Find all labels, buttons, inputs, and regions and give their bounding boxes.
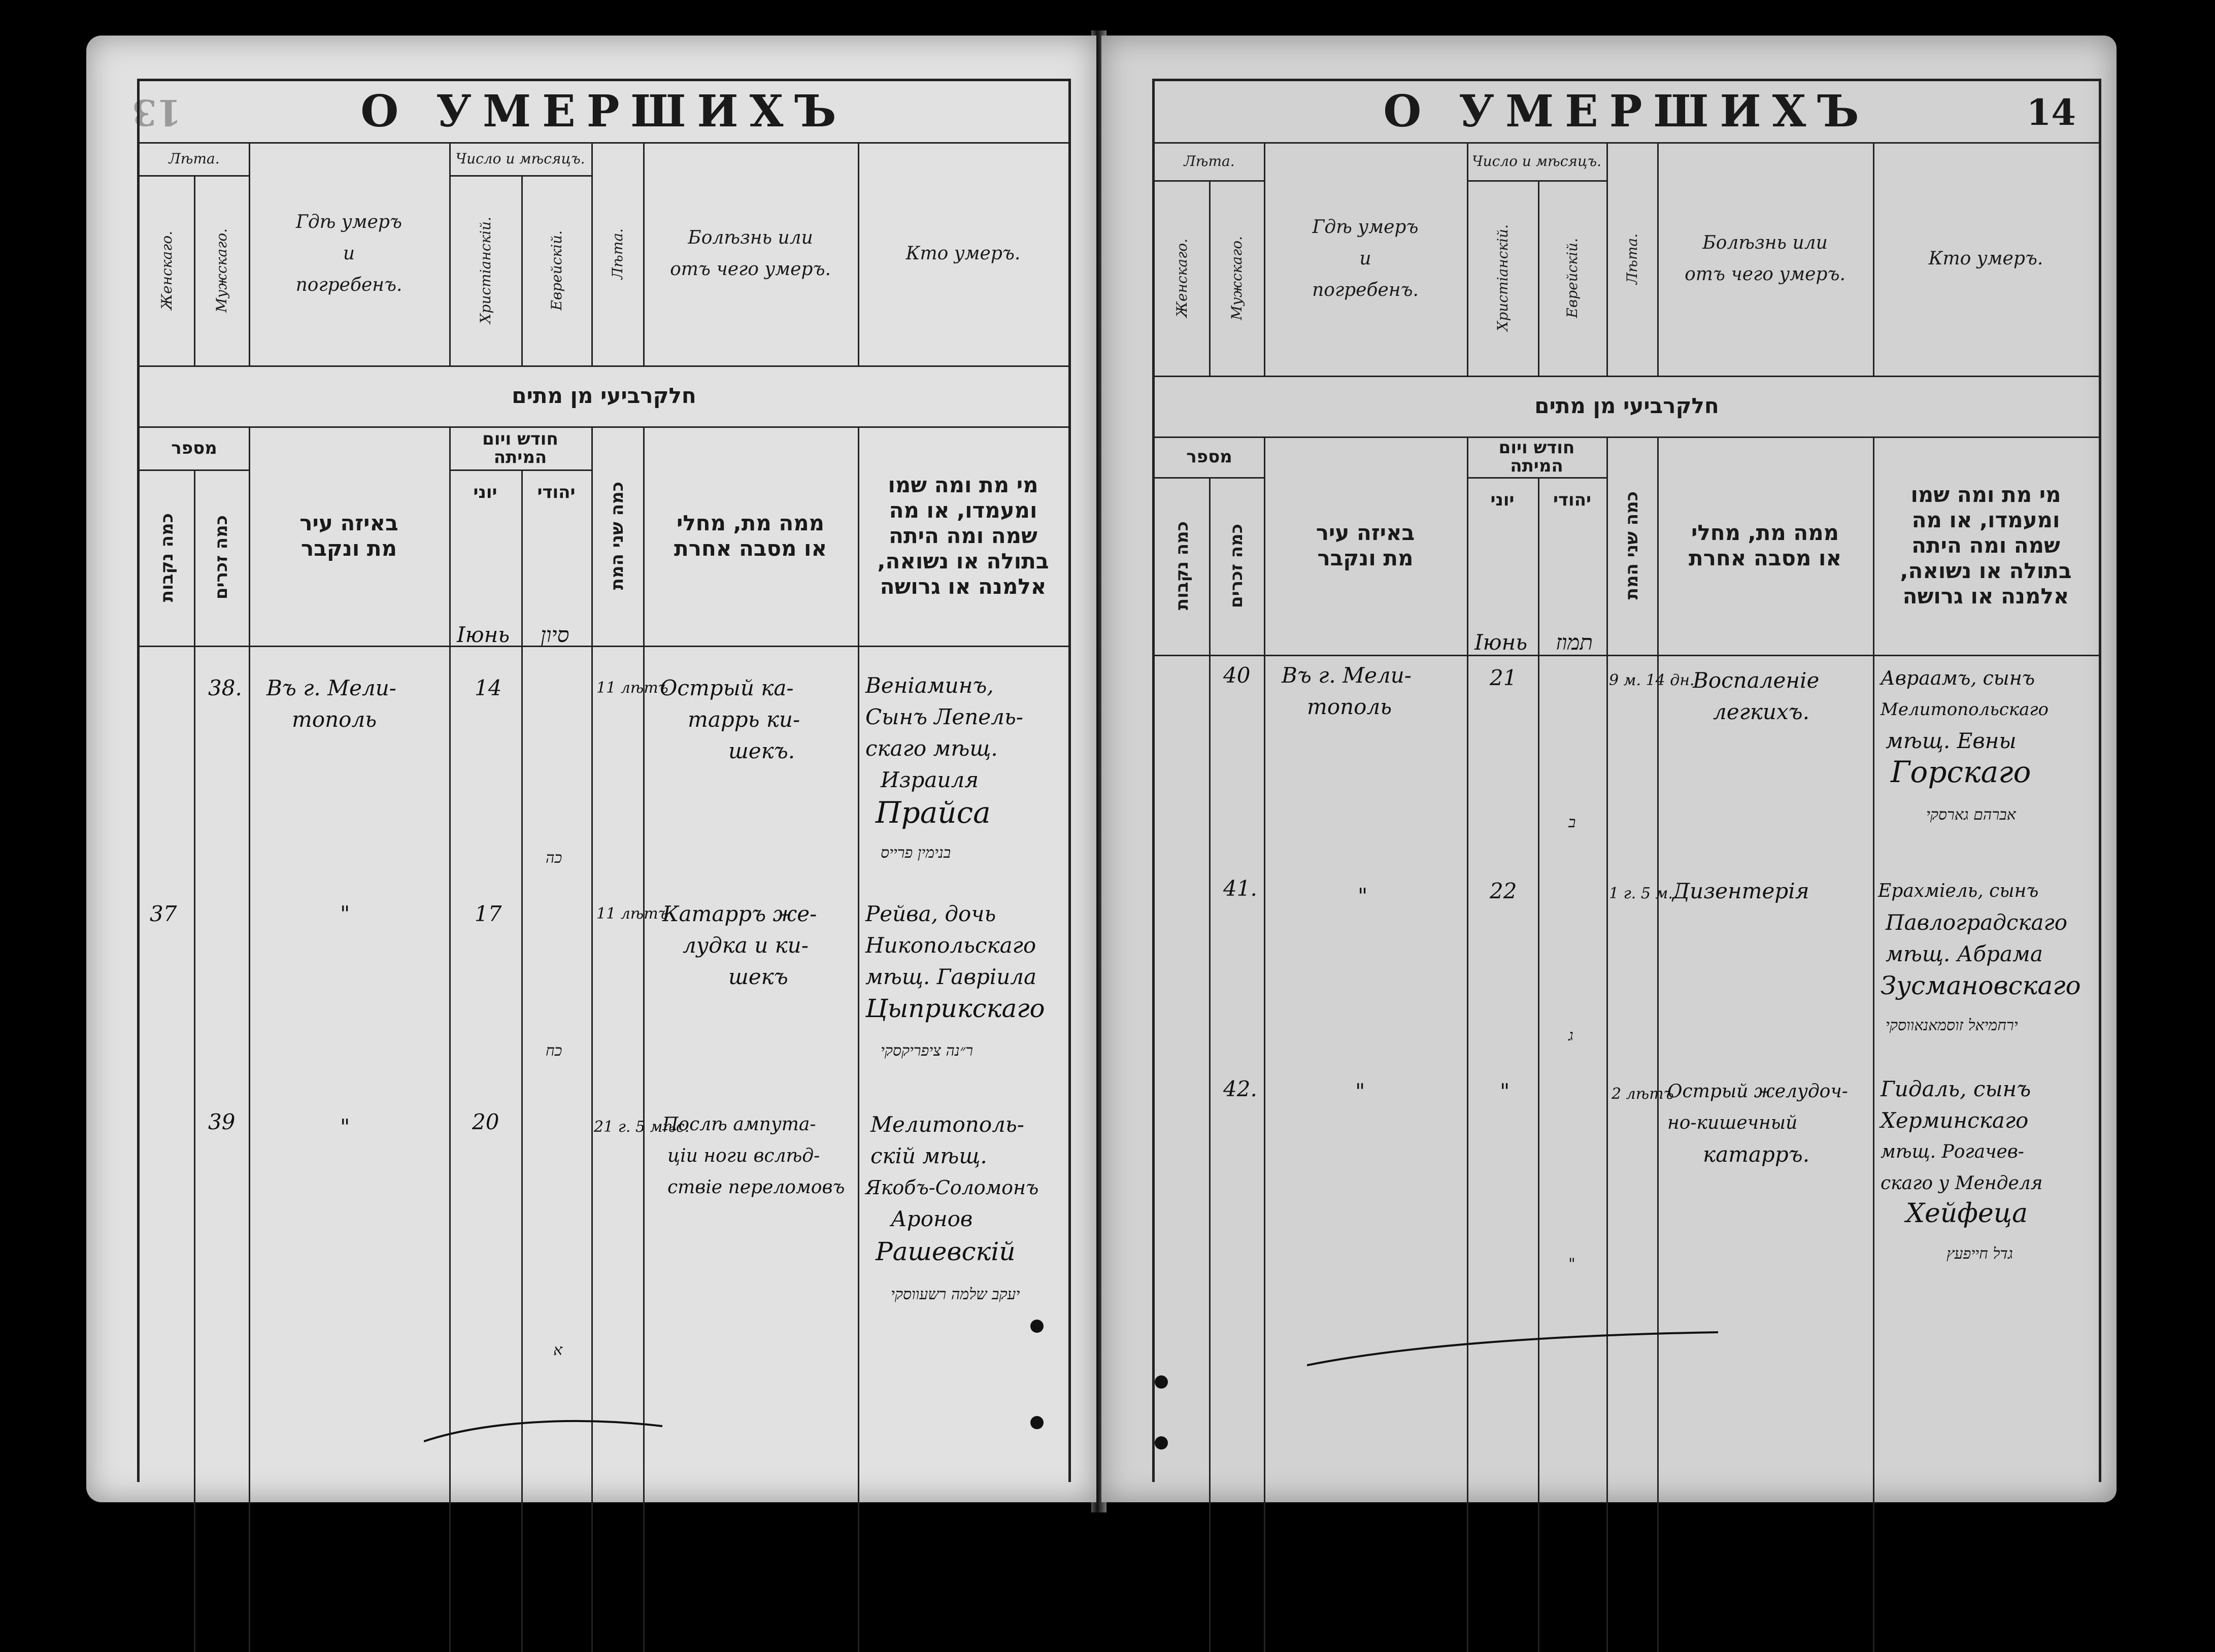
he-age-header: כמה שני המת (1622, 491, 1642, 600)
right-page (1101, 36, 2117, 1502)
day-christian: " (1500, 1079, 1510, 1104)
illness-line: катарръ. (1703, 1142, 1810, 1167)
illness-line: Острый желудоч- (1667, 1081, 1848, 1102)
date-header: Число и мѣсяцъ. (455, 150, 585, 167)
surname: Прайса (876, 795, 991, 830)
place-line: тополь (292, 707, 377, 732)
who-line: Аронов (891, 1206, 973, 1231)
illness-line: Катарръ же- (662, 901, 817, 926)
years-header: Лѣта. (169, 150, 220, 167)
male-number: 39 (208, 1109, 236, 1134)
hebrew-note: יעקב שלמה רשעווסקי (891, 1286, 1020, 1303)
christian-header: Христіанскій. (477, 217, 494, 324)
closing-flourish (1307, 1325, 1723, 1370)
illness-line: ствіе переломовъ (667, 1177, 845, 1198)
male-number: 40 (1223, 663, 1251, 688)
illness-line: легкихъ. (1713, 699, 1809, 724)
place-ditto: " (1358, 884, 1368, 908)
place-ditto: " (340, 1115, 350, 1139)
he-christian-header: יוני (473, 482, 497, 502)
who-header: Кто умеръ. (1928, 248, 2043, 269)
male-header: Мужскаго. (1228, 235, 1245, 320)
surname: Горскаго (1891, 755, 2031, 789)
place-line: Въ г. Мели- (1282, 663, 1412, 688)
age: 11 лѣтъ (596, 905, 668, 923)
binding-hole (1030, 1320, 1044, 1333)
he-date-header: חודש ויום המיתה (482, 428, 558, 467)
surname: Хейфеца (1906, 1198, 2028, 1229)
he-number-header: מספר (1186, 447, 1232, 467)
age: 9 м. 14 дн. (1609, 671, 1695, 689)
who-line: скаго мѣщ. (865, 736, 998, 761)
male-number: 41. (1223, 876, 1257, 901)
illness-line: Послѣ ампута- (662, 1114, 816, 1135)
day-jewish: כה (546, 849, 562, 867)
he-illness-header: ממה מת, מחלי או מסבה אחרת (1688, 520, 1842, 570)
day-christian: 22 (1490, 879, 1517, 903)
he-number-header: מספר (171, 437, 217, 458)
who-line: мѣщ. Абрама (1886, 941, 2043, 966)
day-christian: 21 (1490, 665, 1517, 690)
he-male-header: כמה זכרים (1226, 523, 1247, 609)
page-title: О УМЕРШИХЪ (140, 81, 1068, 144)
who-line: Рейва, дочь (865, 901, 996, 926)
hebrew-note: ר״נה ציפריקסקי (881, 1042, 973, 1060)
page-number: 14 (2026, 91, 2076, 133)
day-jewish: כח (546, 1042, 562, 1060)
hebrew-note: גדל חייפעץ (1946, 1245, 2013, 1263)
age: 11 лѣтъ (596, 679, 668, 697)
place-line: Въ г. Мели- (266, 676, 396, 700)
binding-hole (1030, 1416, 1044, 1429)
who-line: мѣщ. Рогачев- (1881, 1141, 2024, 1162)
day-christian: 14 (475, 676, 502, 700)
hebrew-section-title: חלקרביעי מן מתים (1534, 393, 1719, 418)
who-line: Гидаль, сынъ (1881, 1076, 2031, 1101)
binding-hole (1155, 1436, 1168, 1449)
who-line: Якобъ-Соломонъ (865, 1176, 1039, 1199)
illness-line: но-кишечный (1667, 1112, 1798, 1133)
illness-line: таррь ки- (688, 707, 800, 732)
age-header: Лѣта. (609, 228, 626, 280)
register-table (1152, 79, 2101, 1482)
jewish-header: Еврейскій. (1564, 238, 1581, 318)
age: 21 г. 5 мѣс. (594, 1118, 690, 1136)
he-jewish-header: יהודי (1553, 490, 1592, 510)
he-where-header: באיזה עיר מת ונקבר (1316, 520, 1415, 570)
who-line: Херминскаго (1881, 1108, 2029, 1133)
hebrew-section-title: חלקרביעי מן מתים (512, 383, 696, 408)
male-header: Мужскаго. (213, 228, 230, 313)
register-table (137, 79, 1071, 1482)
female-header: Женскаго. (1173, 238, 1190, 318)
month-christian: Іюнь (1474, 630, 1528, 655)
surname: Рашевскій (876, 1237, 1016, 1266)
who-line: Мелитопольскаго (1881, 699, 2049, 720)
where-header: Гдѣ умеръ и погребенъ. (1312, 217, 1419, 300)
christian-header: Христіанскій. (1494, 224, 1511, 331)
illness-line: шекъ (728, 964, 788, 989)
he-illness-header: ממה מת, מחלי או מסבה אחרת (674, 511, 827, 561)
he-who-header: מי מת ומה שמו ומעמדו, או מה שמה ומה היתה בתולה או נשואה, אלמנה או גרושה (1900, 482, 2072, 609)
month-jewish: תמוז (1556, 630, 1593, 655)
hebrew-note: ירחמיאל זוסמאנאווסקי (1886, 1017, 2018, 1034)
place-ditto: " (1355, 1079, 1365, 1104)
who-line: Сынъ Лепель- (865, 704, 1023, 729)
he-who-header: מי מת ומה שמו ומעמדו, או מה שמה ומה היתה בתולה או נשואה, אלמנה או גרושה (877, 473, 1049, 599)
who-line: скій мѣщ. (870, 1143, 987, 1168)
illness-line: Острый ка- (660, 676, 794, 700)
age-header: Лѣта. (1623, 233, 1640, 285)
he-female-header: כמה נקבות (156, 513, 177, 602)
illness-header: Болѣзнь или отъ чего умеръ. (1685, 232, 1845, 285)
who-line: скаго у Менделя (1881, 1173, 2043, 1194)
who-line: Мелитополь- (870, 1112, 1024, 1137)
illness-line: ціи ноги вслѣд- (667, 1145, 820, 1166)
illness-line: Дизентерія (1672, 879, 1809, 903)
who-line: Ерахміель, сынъ (1878, 881, 2039, 901)
illness-header: Болѣзнь или отъ чего умеръ. (670, 227, 831, 280)
day-christian: 17 (475, 901, 502, 926)
he-date-header: חודש ויום המיתה (1498, 437, 1575, 476)
who-line: Израиля (881, 767, 979, 792)
female-header: Женскаго. (158, 230, 175, 310)
hebrew-note: בנימין פרייס (881, 844, 951, 862)
illness-line: шекъ. (728, 738, 795, 763)
male-number: 42. (1223, 1076, 1257, 1101)
age: 2 лѣтъ (1612, 1085, 1674, 1103)
hebrew-note: אברהם גארסקי (1926, 806, 2016, 824)
place-line: тополь (1307, 694, 1392, 719)
female-number: 37 (150, 901, 177, 926)
he-female-header: כמה נקבות (1171, 521, 1192, 611)
surname: Зусмановскаго (1881, 971, 2081, 1000)
who-header: Кто умеръ. (905, 243, 1021, 264)
where-header: Гдѣ умеръ и погребенъ. (295, 212, 402, 295)
who-line: Авраамъ, сынъ (1881, 667, 2035, 689)
illness-line: Воспаленіе (1693, 668, 1820, 693)
he-christian-header: יוני (1490, 490, 1515, 510)
binding-hole (1155, 1375, 1168, 1389)
illness-line: лудка и ки- (683, 933, 809, 958)
age: 1 г. 5 м. (1609, 885, 1673, 902)
month-jewish: סיון (541, 622, 569, 647)
date-header: Число и мѣсяцъ. (1471, 153, 1602, 170)
day-jewish: ב (1568, 814, 1576, 831)
who-line: мѣщ. Евны (1886, 728, 2017, 753)
jewish-header: Еврейскій. (548, 230, 565, 311)
male-number: 38. (208, 676, 242, 700)
surname: Цыприкскаго (865, 994, 1045, 1023)
who-line: Павлоградскаго (1886, 910, 2068, 935)
who-line: мѣщ. Гавріила (865, 964, 1037, 989)
years-header: Лѣта. (1184, 153, 1235, 170)
he-jewish-header: יהודי (537, 482, 576, 502)
page-number: 13 (132, 91, 182, 133)
day-jewish: ג (1568, 1027, 1573, 1044)
day-jewish: א (553, 1341, 563, 1359)
left-page (86, 36, 1096, 1502)
who-line: Никопольскаго (865, 933, 1036, 958)
month-christian: Іюнь (457, 622, 510, 647)
he-male-header: כמה זכרים (211, 515, 231, 600)
page-title: О УМЕРШИХЪ (1155, 81, 2099, 144)
place-ditto: " (340, 901, 350, 926)
day-christian: 20 (472, 1109, 499, 1134)
closing-flourish (424, 1411, 667, 1452)
day-jewish: " (1568, 1255, 1575, 1273)
he-where-header: באיזה עיר מת ונקבר (299, 511, 398, 561)
who-line: Веніаминъ, (865, 673, 994, 698)
he-age-header: כמה שני המת (607, 482, 627, 590)
